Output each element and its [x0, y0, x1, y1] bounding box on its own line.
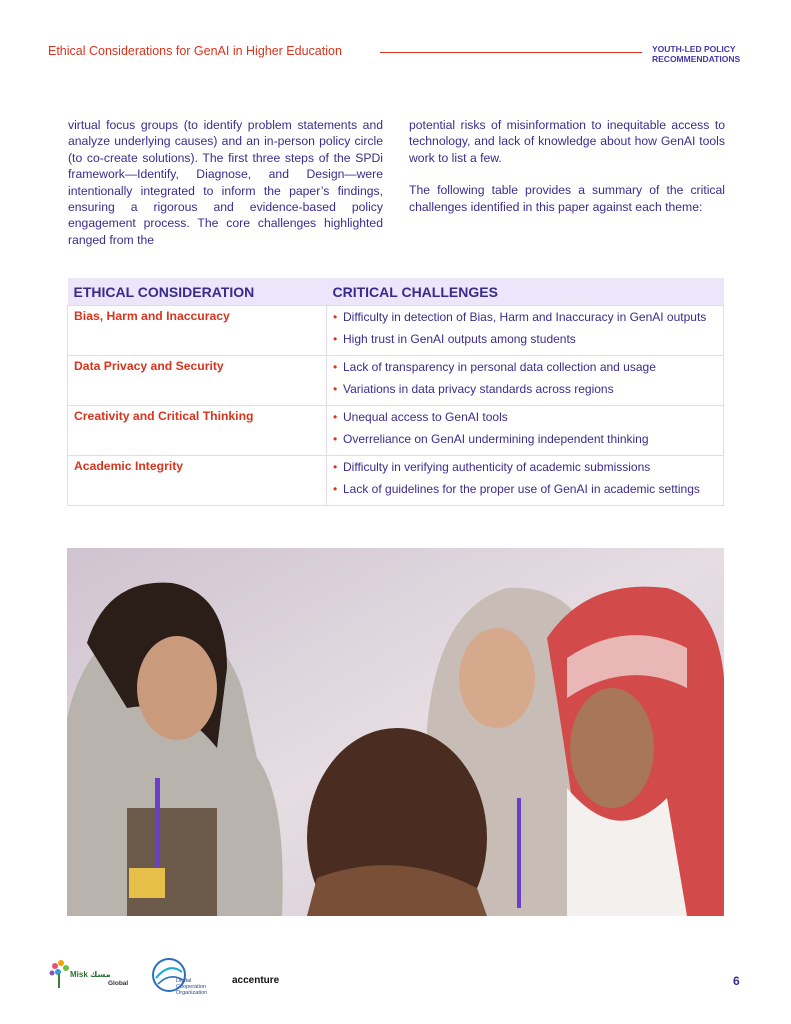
row-category: Creativity and Critical Thinking: [68, 406, 327, 456]
dco-logo-line1: Digital: [176, 978, 192, 984]
row-challenges: [327, 306, 724, 356]
right-paragraph-2: The following table provides a summary of the critical challenges identified in this paper against each theme:: [409, 183, 725, 214]
bullet-icon: •: [333, 360, 338, 374]
challenge-text: Difficulty in verifying authenticity of academic submissions: [343, 460, 651, 474]
right-column: [409, 117, 725, 231]
misk-logo-sub: Global: [108, 980, 129, 987]
row-category: Academic Integrity: [68, 456, 327, 506]
misk-logo-text: Misk: [70, 970, 88, 979]
row-challenges: [327, 406, 724, 456]
header-critical-challenges: CRITICAL CHALLENGES: [327, 278, 724, 306]
challenge-item: [333, 359, 717, 375]
challenge-text: Overreliance on GenAI undermining independent thinking: [343, 432, 649, 446]
accenture-logo: [232, 975, 279, 986]
left-column: [68, 117, 383, 264]
accenture-logo-text: accenture: [232, 975, 280, 986]
challenge-text: Variations in data privacy standards across regions: [343, 382, 614, 396]
misk-logo-arabic: مسك: [90, 970, 111, 979]
challenge-item: [333, 459, 717, 475]
misk-logo: [46, 958, 136, 999]
header-rule: [380, 52, 642, 53]
challenge-item: [333, 331, 717, 347]
challenge-item: [333, 409, 717, 425]
challenge-item: [333, 481, 717, 497]
row-category: Data Privacy and Security: [68, 356, 327, 406]
bullet-icon: •: [333, 332, 338, 346]
dco-logo-line3: Organization: [176, 990, 208, 996]
row-challenges: [327, 456, 724, 506]
challenge-text: Unequal access to GenAI tools: [343, 410, 508, 424]
photo-illustration: [67, 548, 724, 916]
section-label-line1: YOUTH-LED POLICY: [652, 44, 736, 54]
dco-logo: [150, 956, 208, 999]
bullet-icon: •: [333, 482, 338, 496]
right-paragraph-1: potential risks of misinformation to inequitable access to technology, and lack of knowledge about how GenAI tools work to list a few.: [409, 118, 725, 165]
header-ethical-consideration: ETHICAL CONSIDERATION: [68, 278, 327, 306]
section-label-line2: RECOMMENDATIONS: [652, 54, 741, 64]
challenge-item: [333, 431, 717, 447]
challenge-text: Lack of transparency in personal data collection and usage: [343, 360, 656, 374]
row-category: Bias, Harm and Inaccuracy: [68, 306, 327, 356]
table-row: [68, 456, 724, 506]
row-challenges: [327, 356, 724, 406]
challenge-item: [333, 381, 717, 397]
bullet-icon: •: [333, 432, 338, 446]
table-header-row: [68, 278, 724, 306]
bullet-icon: •: [333, 460, 338, 474]
table-row: [68, 356, 724, 406]
challenge-text: High trust in GenAI outputs among students: [343, 332, 576, 346]
running-header-title: Ethical Considerations for GenAI in Higher Education: [48, 44, 342, 58]
table-row: [68, 406, 724, 456]
bullet-icon: •: [333, 382, 338, 396]
challenges-table: [67, 278, 724, 506]
bullet-icon: •: [333, 410, 338, 424]
table-row: [68, 306, 724, 356]
page-number: 6: [733, 974, 740, 988]
challenge-text: Lack of guidelines for the proper use of GenAI in academic settings: [343, 482, 700, 496]
challenge-item: [333, 309, 717, 325]
left-paragraph: virtual focus groups (to identify problem statements and analyze underlying causes) and an in-person policy circle (to co-create solutions). The first three steps of the SPDi framework—Identify, Diagnose, and Design—were intentionally integrated to inform the paper’s findings, ensuring a rigorous and evidence-based policy engagement process. The core challenges highlighted ranged from the: [68, 118, 383, 247]
dco-logo-line2: Cooperation: [176, 984, 206, 990]
bullet-icon: •: [333, 310, 338, 324]
section-label: [652, 44, 740, 64]
challenge-text: Difficulty in detection of Bias, Harm and Inaccuracy in GenAI outputs: [343, 310, 707, 324]
students-discussion-photo: [67, 548, 724, 916]
